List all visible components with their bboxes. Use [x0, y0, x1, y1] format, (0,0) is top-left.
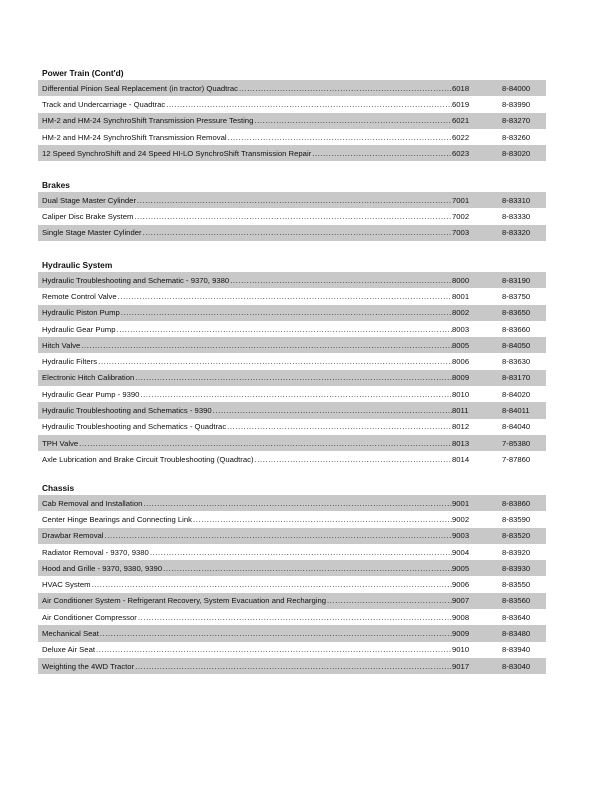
- row-title-cell: [38, 613, 452, 622]
- dot-leader: [134, 212, 452, 221]
- row-part-number: 8-83650: [502, 308, 531, 318]
- table-row: [38, 321, 546, 337]
- table-row: [38, 593, 546, 609]
- row-title-cell: [38, 325, 452, 334]
- row-title: Hydraulic Filters: [42, 357, 98, 367]
- row-part-number: 8-83310: [502, 195, 531, 205]
- row-part-number: 8-83260: [502, 132, 531, 142]
- row-title-cell: [38, 629, 452, 638]
- row-section-code: 8011: [452, 406, 469, 416]
- row-title: Air Conditioner Compressor: [42, 612, 137, 622]
- row-part-number: 8-83040: [502, 661, 531, 671]
- table-row: [38, 386, 546, 402]
- table-row: [38, 658, 546, 674]
- row-section-code: 8005: [452, 340, 470, 350]
- table-row: [38, 370, 546, 386]
- table-row: [38, 208, 546, 224]
- row-title: Hydraulic Gear Pump - 9390: [42, 389, 140, 399]
- row-title-cell: [38, 390, 452, 399]
- section-brakes: [38, 178, 546, 241]
- dot-leader: [121, 308, 452, 317]
- row-part-number: 8-83020: [502, 148, 531, 158]
- dot-leader: [140, 390, 452, 399]
- row-section-code: 8014: [452, 454, 470, 464]
- section-rows: [38, 272, 546, 468]
- section-rows: [38, 192, 546, 241]
- row-section-code: 9003: [452, 531, 470, 541]
- row-section-code: 9017: [452, 661, 470, 671]
- row-title-cell: [38, 357, 452, 366]
- row-title: Cab Removal and Installation: [42, 498, 143, 508]
- row-title-cell: [38, 645, 452, 654]
- dot-leader: [137, 196, 452, 205]
- dot-leader: [166, 100, 452, 109]
- dot-leader: [213, 406, 452, 415]
- row-part-number: 8-83860: [502, 498, 531, 508]
- table-row: [38, 145, 546, 161]
- row-title: Single Stage Master Cylinder: [42, 228, 142, 238]
- table-row: [38, 435, 546, 451]
- table-row: [38, 353, 546, 369]
- row-title-cell: [38, 149, 452, 158]
- row-title-cell: [38, 548, 452, 557]
- row-part-number: 8-84000: [502, 83, 531, 93]
- row-section-code: 9009: [452, 629, 470, 639]
- row-title-cell: [38, 373, 452, 382]
- row-section-code: 6021: [452, 116, 470, 126]
- row-section-code: 8009: [452, 373, 470, 383]
- table-row: [38, 129, 546, 145]
- row-title-cell: [38, 662, 452, 671]
- dot-leader: [98, 357, 452, 366]
- dot-leader: [92, 580, 452, 589]
- table-row: [38, 402, 546, 418]
- dot-leader: [228, 133, 452, 142]
- row-title: Track and Undercarriage - Quadtrac: [42, 99, 166, 109]
- row-section-code: 9005: [452, 563, 470, 573]
- row-section-code: 8012: [452, 422, 470, 432]
- section-title: Power Train (Cont'd): [42, 68, 124, 78]
- row-title-cell: [38, 276, 452, 285]
- table-row: [38, 544, 546, 560]
- row-section-code: 8006: [452, 357, 470, 367]
- row-title: Axle Lubrication and Brake Circuit Troubleshooting (Quadtrac): [42, 454, 254, 464]
- table-row: [38, 609, 546, 625]
- row-title: Hydraulic Troubleshooting and Schematics - Quadtrac: [42, 422, 227, 432]
- row-part-number: 8-84020: [502, 389, 531, 399]
- table-row: [38, 305, 546, 321]
- section-title: Chassis: [42, 483, 75, 493]
- dot-leader: [312, 149, 452, 158]
- table-row: [38, 288, 546, 304]
- dot-leader: [193, 515, 452, 524]
- table-row: [38, 192, 546, 208]
- table-row: [38, 528, 546, 544]
- section-power-train: [38, 66, 546, 161]
- dot-leader: [163, 564, 452, 573]
- dot-leader: [239, 84, 452, 93]
- row-title-cell: [38, 308, 452, 317]
- dot-leader: [100, 629, 452, 638]
- row-title-cell: [38, 116, 452, 125]
- row-title: Caliper Disc Brake System: [42, 211, 134, 221]
- dot-leader: [143, 499, 452, 508]
- table-row: [38, 451, 546, 467]
- row-title: Remote Control Valve: [42, 291, 117, 301]
- row-section-code: 6022: [452, 132, 470, 142]
- row-title-cell: [38, 212, 452, 221]
- row-section-code: 6018: [452, 83, 470, 93]
- row-part-number: 7-87860: [502, 454, 531, 464]
- dot-leader: [117, 325, 453, 334]
- row-title: Electronic Hitch Calibration: [42, 373, 135, 383]
- row-part-number: 8-83480: [502, 629, 531, 639]
- dot-leader: [227, 422, 452, 431]
- row-section-code: 9004: [452, 547, 470, 557]
- row-title-cell: [38, 439, 452, 448]
- row-title-cell: [38, 515, 452, 524]
- row-title: Hitch Valve: [42, 340, 81, 350]
- section-chassis: [38, 481, 546, 674]
- row-part-number: 8-83190: [502, 275, 531, 285]
- row-title-cell: [38, 228, 452, 237]
- row-title: Center Hinge Bearings and Connecting Link: [42, 514, 193, 524]
- dot-leader: [143, 228, 452, 237]
- row-section-code: 9002: [452, 514, 470, 524]
- row-section-code: 8001: [452, 291, 470, 301]
- row-part-number: 8-83640: [502, 612, 531, 622]
- section-title: Hydraulic System: [42, 260, 113, 270]
- row-part-number: 8-84040: [502, 422, 531, 432]
- row-section-code: 9008: [452, 612, 470, 622]
- row-title-cell: [38, 564, 452, 573]
- dot-leader: [96, 645, 452, 654]
- row-title: Dual Stage Master Cylinder: [42, 195, 136, 205]
- row-title: HM-2 and HM-24 SynchroShift Transmission Pressure Testing: [42, 116, 254, 126]
- row-part-number: 8-83940: [502, 645, 531, 655]
- row-title: Mechanical Seat: [42, 629, 99, 639]
- row-section-code: 8000: [452, 275, 470, 285]
- table-row: [38, 419, 546, 435]
- row-part-number: 8-83630: [502, 357, 531, 367]
- row-title-cell: [38, 406, 452, 415]
- row-section-code: 8003: [452, 324, 470, 334]
- row-section-code: 6019: [452, 99, 470, 109]
- row-title: HM-2 and HM-24 SynchroShift Transmission Removal: [42, 132, 227, 142]
- dot-leader: [79, 439, 452, 448]
- table-row: [38, 576, 546, 592]
- row-section-code: 6023: [452, 148, 470, 158]
- table-row: [38, 113, 546, 129]
- row-part-number: 8-83330: [502, 211, 531, 221]
- row-part-number: 8-83920: [502, 547, 531, 557]
- row-title: Deluxe Air Seat: [42, 645, 95, 655]
- table-row: [38, 80, 546, 96]
- row-part-number: 8-83560: [502, 596, 531, 606]
- row-part-number: 7-85380: [502, 438, 531, 448]
- table-row: [38, 225, 546, 241]
- row-title-cell: [38, 455, 452, 464]
- row-section-code: 9001: [452, 498, 470, 508]
- row-section-code: 7003: [452, 228, 470, 238]
- table-row: [38, 625, 546, 641]
- row-section-code: 7001: [452, 195, 470, 205]
- row-part-number: 8-83270: [502, 116, 531, 126]
- row-title: HVAC System: [42, 580, 91, 590]
- row-title-cell: [38, 580, 452, 589]
- row-part-number: 8-83170: [502, 373, 531, 383]
- row-title-cell: [38, 100, 452, 109]
- row-section-code: 9006: [452, 580, 470, 590]
- dot-leader: [81, 341, 452, 350]
- dot-leader: [230, 276, 452, 285]
- row-title-cell: [38, 196, 452, 205]
- row-title: Hood and Grille - 9370, 9380, 9390: [42, 563, 163, 573]
- section-title: Brakes: [42, 180, 70, 190]
- section-rows: [38, 495, 546, 674]
- row-section-code: 9007: [452, 596, 470, 606]
- row-title: TPH Valve: [42, 438, 79, 448]
- section-rows: [38, 80, 546, 161]
- row-part-number: 8-83320: [502, 228, 531, 238]
- row-title: Hydraulic Troubleshooting and Schematic - 9370, 9380: [42, 275, 230, 285]
- section-hydraulic-system: [38, 258, 546, 468]
- row-title: Differential Pinion Seal Replacement (in tractor) Quadtrac: [42, 83, 238, 93]
- dot-leader: [150, 548, 452, 557]
- dot-leader: [135, 373, 452, 382]
- row-title: Weighting the 4WD Tractor: [42, 661, 135, 671]
- dot-leader: [255, 455, 452, 464]
- row-title: 12 Speed SynchroShift and 24 Speed HI-LO SynchroShift Transmission Repair: [42, 148, 312, 158]
- row-part-number: 8-83590: [502, 514, 531, 524]
- row-title-cell: [38, 133, 452, 142]
- row-section-code: 9010: [452, 645, 470, 655]
- table-row: [38, 560, 546, 576]
- dot-leader: [135, 662, 452, 671]
- row-section-code: 8010: [452, 389, 470, 399]
- row-title-cell: [38, 341, 452, 350]
- row-title: Hydraulic Piston Pump: [42, 308, 120, 318]
- row-section-code: 8013: [452, 438, 470, 448]
- dot-leader: [138, 613, 452, 622]
- row-part-number: 8-83660: [502, 324, 531, 334]
- row-title: Air Conditioner System - Refrigerant Recovery, System Evacuation and Recharging: [42, 596, 326, 606]
- dot-leader: [105, 531, 452, 540]
- table-row: [38, 337, 546, 353]
- row-title-cell: [38, 422, 452, 431]
- row-part-number: 8-83520: [502, 531, 531, 541]
- table-row: [38, 96, 546, 112]
- row-part-number: 8-83550: [502, 580, 531, 590]
- row-section-code: 7002: [452, 211, 470, 221]
- row-title-cell: [38, 84, 452, 93]
- table-row: [38, 272, 546, 288]
- table-row: [38, 495, 546, 511]
- row-part-number: 8-83990: [502, 99, 531, 109]
- row-title: Radiator Removal - 9370, 9380: [42, 547, 149, 557]
- table-row: [38, 511, 546, 527]
- row-section-code: 8002: [452, 308, 470, 318]
- table-row: [38, 642, 546, 658]
- row-title: Drawbar Removal: [42, 531, 104, 541]
- row-title-cell: [38, 499, 452, 508]
- row-part-number: 8-83930: [502, 563, 531, 573]
- row-part-number: 8-83750: [502, 291, 531, 301]
- row-part-number: 8-84050: [502, 340, 531, 350]
- row-title: Hydraulic Troubleshooting and Schematics - 9390: [42, 406, 212, 416]
- row-title: Hydraulic Gear Pump: [42, 324, 116, 334]
- dot-leader: [254, 116, 452, 125]
- row-title-cell: [38, 531, 452, 540]
- row-part-number: 8-84011: [502, 406, 530, 416]
- dot-leader: [327, 596, 452, 605]
- row-title-cell: [38, 292, 452, 301]
- dot-leader: [118, 292, 452, 301]
- row-title-cell: [38, 596, 452, 605]
